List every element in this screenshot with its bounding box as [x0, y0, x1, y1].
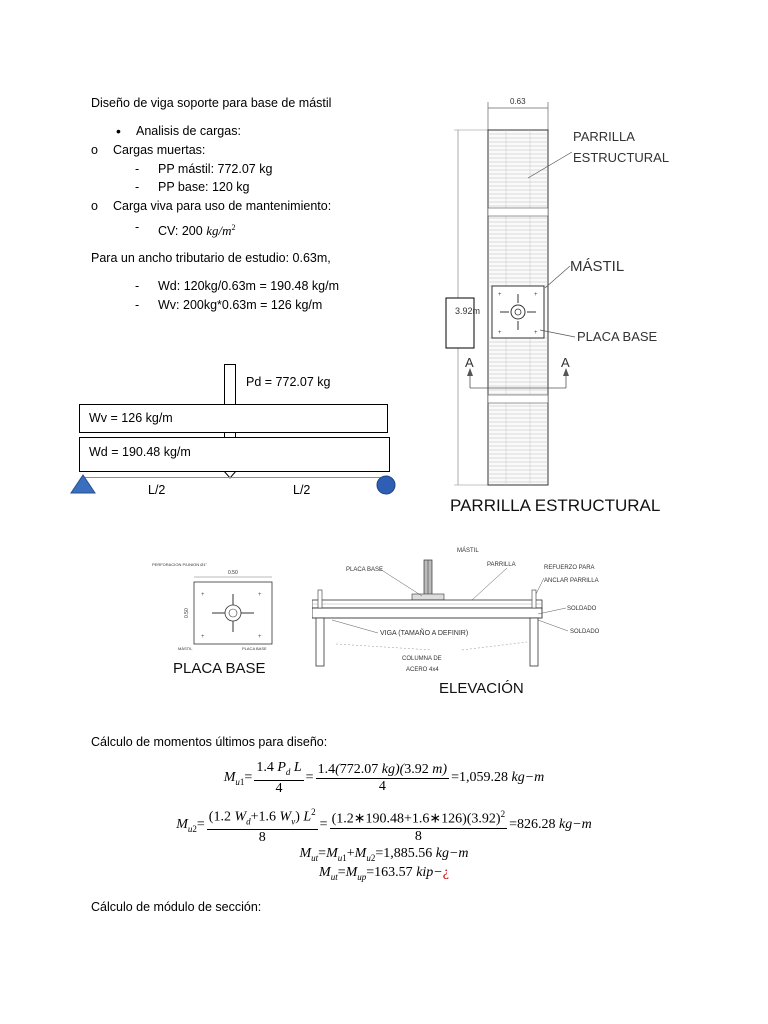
- dead-load-item: PP base: 120 kg: [158, 180, 250, 194]
- width-dim-label: 0.63: [510, 97, 526, 106]
- span-right-label: L/2: [293, 483, 311, 497]
- length-dim-label: 3.92m: [455, 306, 481, 316]
- live-load-box-label: Wv = 126 kg/m: [89, 411, 173, 425]
- elev-columna-label-2: ACERO 4x4: [406, 667, 439, 673]
- live-load-unit: kg/m: [206, 223, 232, 239]
- equation-mut: $M_{ut}=M_{u1}+M_{u2}=1,885.56$ kg−m: [299, 846, 469, 863]
- bullet-dash: -: [135, 220, 140, 234]
- svg-text:+: +: [498, 330, 502, 336]
- plate-dim-top: 0.50: [228, 570, 238, 576]
- elev-parrilla-label: PARRILLA: [487, 562, 516, 568]
- bullet-dash: -: [135, 162, 140, 176]
- dead-loads-heading: Cargas muertas:: [113, 143, 206, 157]
- parrilla-label-line1: PARRILLA: [573, 129, 635, 144]
- analysis-heading: Analisis de cargas:: [136, 124, 241, 138]
- elev-viga-label: VIGA (TAMAÑO A DEFINIR): [380, 630, 469, 637]
- parrilla-title: PARRILLA ESTRUCTURAL: [450, 496, 661, 515]
- svg-text:+: +: [534, 292, 538, 298]
- dead-load-box: [79, 437, 390, 472]
- section-modulus-heading: Cálculo de módulo de sección:: [91, 900, 262, 914]
- svg-text:+: +: [201, 592, 205, 598]
- span-left-label: L/2: [148, 483, 166, 497]
- plate-dim-side: 0.50: [184, 608, 190, 618]
- beam-line: [82, 477, 386, 478]
- elev-soldado-label-1: SOLDADO: [567, 606, 597, 612]
- elev-soldado-label-2: SOLDADO: [570, 629, 600, 635]
- dead-load-box-label: Wd = 190.48 kg/m: [89, 445, 191, 459]
- bullet-dash: -: [135, 180, 140, 194]
- elevacion-drawing: [312, 540, 632, 700]
- wv-calc: Wv: 200kg*0.63m = 126 kg/m: [158, 298, 323, 312]
- svg-text:+: +: [498, 292, 502, 298]
- plate-base-note: PLACA BASE: [242, 646, 267, 651]
- point-load-arrow-shaft: [224, 364, 236, 471]
- plate-note: PERFORACION P/UNION Ø1": [152, 562, 207, 567]
- live-load-value: CV: 200: [158, 224, 203, 239]
- elev-columna-label-1: COLUMNA DE: [402, 656, 442, 662]
- bullet-dash: -: [135, 279, 140, 293]
- document-title: Diseño de viga soporte para base de mástil: [91, 96, 332, 110]
- bullet-o: o: [91, 199, 98, 213]
- plate-mastil-note: MÁSTIL: [178, 646, 193, 651]
- equation-mu2: $M_{u2}$ = $\frac{(1.2 W_d+1.6 W_v) L^2}{8}$ = $\frac{(1.2∗190.48+1.6∗126)(3.92)^2}{8}$ =826.28 kg−m: [0, 804, 768, 846]
- elev-refuerzo-label-1: REFUERZO PARA: [544, 565, 595, 571]
- tributary-text: Para un ancho tributario de estudio: 0.63m,: [91, 251, 331, 265]
- mastil-label: MÁSTIL: [570, 258, 625, 275]
- point-load-label: Pd = 772.07 kg: [246, 375, 331, 389]
- placa-base-label: PLACA BASE: [577, 329, 658, 344]
- pin-support-icon: [70, 474, 96, 494]
- svg-text:+: +: [258, 592, 262, 598]
- parrilla-drawing: [440, 90, 690, 520]
- mu2-result: =826.28 kg−m: [509, 817, 592, 833]
- bullet-dash: -: [135, 298, 140, 312]
- equation-mu1: $M_{u1}$ = $\frac{1.4 P_d L}{4}$ = $\frac{1.4(772.07 kg)(3.92 m)}{4}$ =1,059.28 kg−m: [223, 760, 545, 796]
- live-load-exponent: 2: [231, 223, 236, 232]
- live-load-box: [79, 404, 388, 433]
- svg-text:+: +: [534, 330, 538, 336]
- equation-mup: $M_{ut}=M_{up}=163.57$ kip−¿: [319, 865, 449, 882]
- svg-text:+: +: [258, 634, 262, 640]
- svg-text:+: +: [201, 634, 205, 640]
- elev-mastil-label: MÁSTIL: [457, 548, 479, 554]
- point-load-arrow-head: [216, 462, 244, 480]
- elevacion-title: ELEVACIÓN: [439, 680, 524, 697]
- live-load-item: [158, 220, 235, 239]
- dead-load-item: PP mástil: 772.07 kg: [158, 162, 273, 176]
- wd-calc: Wd: 120kg/0.63m = 190.48 kg/m: [158, 279, 340, 293]
- roller-support-icon: [376, 475, 396, 495]
- bullet-o: o: [91, 143, 98, 157]
- parrilla-label-line2: ESTRUCTURAL: [573, 150, 670, 165]
- section-a-right: A: [561, 355, 570, 370]
- bullet-dot: •: [116, 123, 121, 139]
- live-load-heading: Carga viva para uso de mantenimiento:: [113, 199, 332, 213]
- placa-base-drawing: [148, 558, 298, 683]
- elev-refuerzo-label-2: ANCLAR PARRILLA: [544, 578, 599, 584]
- placa-title: PLACA BASE: [173, 660, 266, 677]
- elev-placa-label: PLACA BASE: [346, 567, 384, 573]
- section-a-left: A: [465, 355, 474, 370]
- moments-heading: Cálculo de momentos últimos para diseño:: [91, 735, 328, 749]
- mu1-result: =1,059.28 kg−m: [451, 770, 545, 786]
